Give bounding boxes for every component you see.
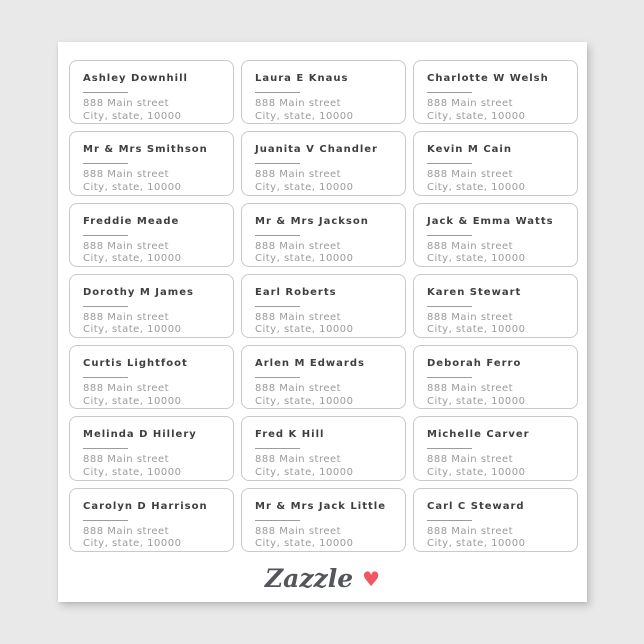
divider-line [427, 306, 472, 307]
zazzle-logo: Zazzle [264, 563, 354, 593]
recipient-name: Karen Stewart [427, 286, 522, 298]
address-label-grid [69, 60, 578, 552]
address-line-2: City, state, 10000 [83, 466, 182, 478]
recipient-name: Mr & Mrs Jackson [255, 215, 369, 227]
address-label [69, 345, 234, 409]
address-label [69, 131, 234, 195]
recipient-name: Melinda D Hillery [83, 429, 197, 441]
address-line-2: City, state, 10000 [83, 253, 182, 265]
address-label [413, 131, 578, 195]
address-label [413, 203, 578, 267]
address-line-1: 888 Main street [255, 383, 342, 395]
divider-line [83, 377, 128, 378]
address-line-2: City, state, 10000 [427, 466, 526, 478]
address-label [69, 416, 234, 480]
address-label [241, 345, 406, 409]
recipient-name: Earl Roberts [255, 286, 337, 298]
address-line-2: City, state, 10000 [427, 395, 526, 407]
address-line-2: City, state, 10000 [427, 324, 526, 336]
recipient-name: Kevin M Cain [427, 144, 512, 156]
address-line-1: 888 Main street [255, 98, 342, 109]
divider-line [427, 377, 472, 378]
recipient-name: Mr & Mrs Smithson [83, 144, 208, 156]
recipient-name: Freddie Meade [83, 215, 180, 227]
divider-line [255, 306, 300, 307]
recipient-name: Ashley Downhill [83, 73, 188, 84]
address-line-1: 888 Main street [427, 311, 514, 323]
divider-line [83, 520, 128, 521]
divider-line [83, 306, 128, 307]
divider-line [427, 448, 472, 449]
address-label [241, 488, 406, 552]
address-line-2: City, state, 10000 [83, 538, 182, 550]
address-line-2: City, state, 10000 [427, 181, 526, 193]
address-line-2: City, state, 10000 [255, 324, 354, 336]
divider-line [255, 163, 300, 164]
heart-icon: ♥ [362, 567, 381, 591]
address-line-2: City, state, 10000 [255, 538, 354, 550]
address-line-2: City, state, 10000 [83, 395, 182, 407]
address-line-1: 888 Main street [83, 98, 170, 109]
address-label [413, 345, 578, 409]
address-line-1: 888 Main street [427, 98, 514, 109]
address-label [241, 60, 406, 124]
divider-line [83, 235, 128, 236]
address-label [69, 60, 234, 124]
address-line-2: City, state, 10000 [255, 253, 354, 265]
recipient-name: Jack & Emma Watts [427, 215, 554, 227]
recipient-name: Deborah Ferro [427, 358, 522, 370]
recipient-name: Mr & Mrs Jack Little [255, 500, 386, 512]
address-label [413, 274, 578, 338]
address-label [413, 416, 578, 480]
address-line-1: 888 Main street [427, 454, 514, 466]
address-line-2: City, state, 10000 [255, 466, 354, 478]
recipient-name: Dorothy M James [83, 286, 194, 298]
recipient-name: Michelle Carver [427, 429, 530, 441]
address-label [69, 274, 234, 338]
address-line-2: City, state, 10000 [83, 181, 182, 193]
divider-line [427, 520, 472, 521]
recipient-name: Juanita V Chandler [255, 144, 378, 156]
address-label [241, 416, 406, 480]
divider-line [427, 235, 472, 236]
address-label [241, 131, 406, 195]
address-line-1: 888 Main street [255, 240, 342, 252]
address-line-1: 888 Main street [83, 454, 170, 466]
address-line-1: 888 Main street [427, 240, 514, 252]
address-line-1: 888 Main street [255, 454, 342, 466]
address-label [413, 60, 578, 124]
address-line-2: City, state, 10000 [255, 395, 354, 407]
recipient-name: Charlotte W Welsh [427, 73, 549, 84]
address-line-1: 888 Main street [83, 383, 170, 395]
divider-line [427, 92, 472, 93]
address-line-1: 888 Main street [83, 311, 170, 323]
recipient-name: Curtis Lightfoot [83, 358, 188, 370]
divider-line [255, 235, 300, 236]
address-label [69, 203, 234, 267]
divider-line [255, 92, 300, 93]
recipient-name: Carolyn D Harrison [83, 500, 208, 512]
address-line-1: 888 Main street [427, 383, 514, 395]
address-line-2: City, state, 10000 [255, 110, 354, 122]
address-line-1: 888 Main street [255, 311, 342, 323]
recipient-name: Carl C Steward [427, 500, 525, 512]
divider-line [255, 377, 300, 378]
address-line-1: 888 Main street [255, 169, 342, 181]
brand-footer [58, 560, 587, 596]
address-line-1: 888 Main street [83, 525, 170, 537]
divider-line [83, 163, 128, 164]
recipient-name: Laura E Knaus [255, 73, 349, 84]
address-line-1: 888 Main street [427, 169, 514, 181]
sticker-sheet [58, 42, 587, 602]
address-line-2: City, state, 10000 [427, 538, 526, 550]
divider-line [427, 163, 472, 164]
recipient-name: Arlen M Edwards [255, 358, 365, 370]
divider-line [83, 92, 128, 93]
divider-line [255, 520, 300, 521]
address-line-2: City, state, 10000 [255, 181, 354, 193]
address-label [413, 488, 578, 552]
divider-line [83, 448, 128, 449]
address-line-2: City, state, 10000 [83, 324, 182, 336]
recipient-name: Fred K Hill [255, 429, 325, 441]
address-line-2: City, state, 10000 [427, 253, 526, 265]
address-line-1: 888 Main street [255, 525, 342, 537]
address-label [241, 274, 406, 338]
address-line-1: 888 Main street [83, 169, 170, 181]
address-line-1: 888 Main street [427, 525, 514, 537]
address-label [241, 203, 406, 267]
address-label [69, 488, 234, 552]
address-line-2: City, state, 10000 [83, 110, 182, 122]
address-line-1: 888 Main street [83, 240, 170, 252]
divider-line [255, 448, 300, 449]
address-line-2: City, state, 10000 [427, 110, 526, 122]
